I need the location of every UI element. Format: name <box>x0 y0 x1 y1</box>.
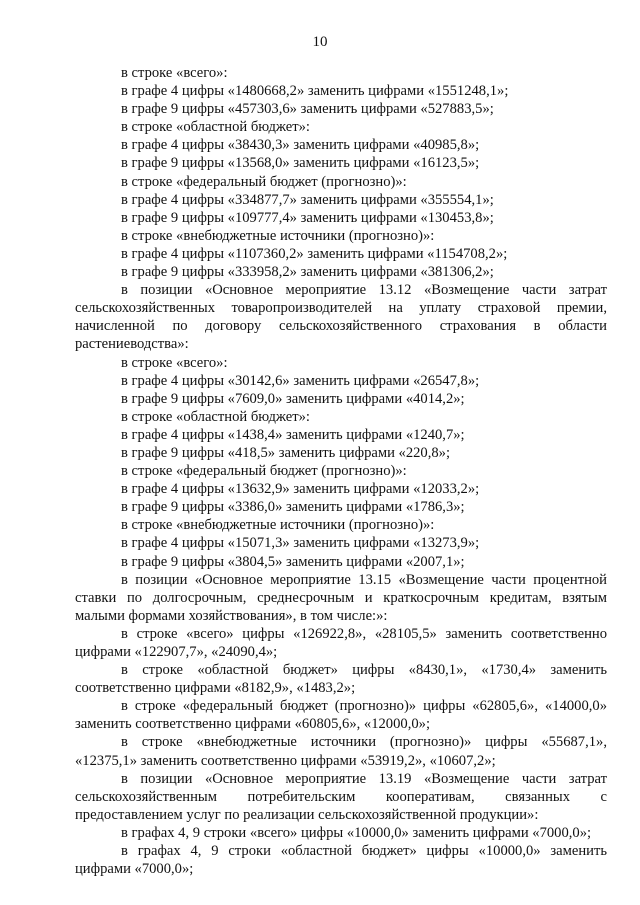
paragraph: в графе 9 цифры «13568,0» заменить цифрами «16123,5»; <box>121 155 480 172</box>
paragraph: в строке «всего» цифры «126922,8», «28105,5» заменить соответственно цифрами «122907,7», «24090,4»; <box>75 625 607 660</box>
paragraph: в строке «федеральный бюджет (прогнозно)»: <box>121 173 407 190</box>
paragraph: в графе 4 цифры «13632,9» заменить цифрами «12033,2»; <box>121 481 480 498</box>
paragraph: в позиции «Основное мероприятие 13.15 «Возмещение части процентной ставки по долгосрочным, среднесрочным и краткосрочным кредитам, взятым малыми формами хозяйствования», в том числе:»: <box>75 571 607 624</box>
paragraph: в графах 4, 9 строки «областной бюджет» цифры «10000,0» заменить цифрами «7000,0»; <box>75 843 607 878</box>
paragraph: в строке «федеральный бюджет (прогнозно)» цифры «62805,6», «14000,0» заменить соответственно цифрами «60805,6», «12000,0»; <box>75 698 607 733</box>
paragraph: в графе 9 цифры «3386,0» заменить цифрами «1786,3»; <box>121 499 465 516</box>
paragraph: в графе 4 цифры «15071,3» заменить цифрами «13273,9»; <box>121 535 480 552</box>
paragraph: в строке «внебюджетные источники (прогнозно)» цифры «55687,1», «12375,1» заменить соответственно цифрами «53919,2», «10607,2»; <box>75 734 607 769</box>
paragraph: в графе 9 цифры «109777,4» заменить цифрами «130453,8»; <box>121 209 494 226</box>
paragraph: в позиции «Основное мероприятие 13.12 «Возмещение части затрат сельскохозяйственных товаропроизводителей на уплату страховой премии, начисленной по договору сельскохозяйственного страхования в области растениеводства»: <box>75 282 607 353</box>
page-number: 10 <box>312 34 328 50</box>
paragraph: в графе 9 цифры «3804,5» заменить цифрами «2007,1»; <box>121 553 465 570</box>
paragraph: в графах 4, 9 строки «всего» цифры «10000,0» заменить цифрами «7000,0»; <box>121 824 592 841</box>
paragraph: в строке «федеральный бюджет (прогнозно)»: <box>121 463 407 480</box>
paragraph: в графе 4 цифры «1438,4» заменить цифрами «1240,7»; <box>121 426 465 443</box>
paragraph: в строке «внебюджетные источники (прогнозно)»: <box>121 517 435 534</box>
paragraph: в графе 9 цифры «418,5» заменить цифрами «220,8»; <box>121 444 451 461</box>
paragraph: в строке «областной бюджет»: <box>121 119 310 136</box>
paragraph: в строке «внебюджетные источники (прогнозно)»: <box>121 227 435 244</box>
paragraph: в графе 4 цифры «30142,6» заменить цифрами «26547,8»; <box>121 372 480 389</box>
paragraph: в позиции «Основное мероприятие 13.19 «Возмещение части затрат сельскохозяйственным потребительским кооперативам, связанных с предоставлением услуг по реализации сельскохозяйственной продукции»: <box>75 770 607 823</box>
paragraph: в графе 4 цифры «38430,3» заменить цифрами «40985,8»; <box>121 137 480 154</box>
paragraph: в графе 9 цифры «7609,0» заменить цифрами «4014,2»; <box>121 390 465 407</box>
paragraph: в графе 4 цифры «1480668,2» заменить цифрами «1551248,1»; <box>121 83 509 100</box>
paragraph: в графе 4 цифры «1107360,2» заменить цифрами «1154708,2»; <box>121 245 508 262</box>
paragraph: в строке «всего»: <box>121 65 228 81</box>
paragraph: в строке «областной бюджет»: <box>121 408 310 425</box>
paragraph: в графе 9 цифры «457303,6» заменить цифрами «527883,5»; <box>121 101 494 118</box>
paragraph: в строке «областной бюджет» цифры «8430,1», «1730,4» заменить соответственно цифрами «8182,9», «1483,2»; <box>75 662 607 697</box>
paragraph: в графе 9 цифры «333958,2» заменить цифрами «381306,2»; <box>121 264 494 281</box>
document-body <box>75 64 607 878</box>
paragraph: в графе 4 цифры «334877,7» заменить цифрами «355554,1»; <box>121 191 494 208</box>
paragraph: в строке «всего»: <box>121 354 228 371</box>
